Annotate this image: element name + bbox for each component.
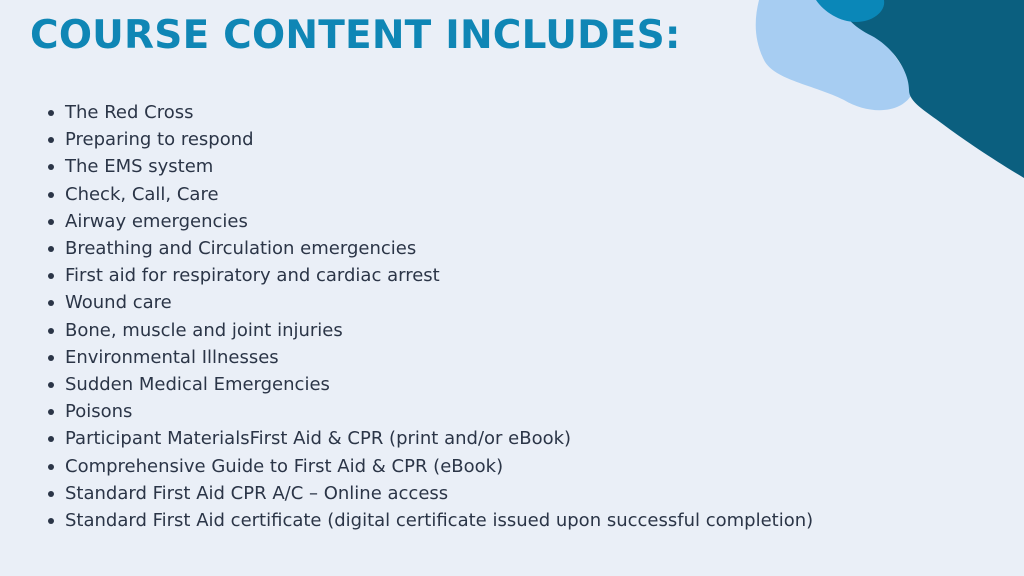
list-item: Bone, muscle and joint injuries xyxy=(46,317,813,344)
list-item: Wound care xyxy=(46,289,813,316)
list-item: Standard First Aid CPR A/C – Online access xyxy=(46,480,813,507)
list-item: Environmental Illnesses xyxy=(46,344,813,371)
list-item: Comprehensive Guide to First Aid & CPR (eBook) xyxy=(46,453,813,480)
list-item: The EMS system xyxy=(46,153,813,180)
list-item: Sudden Medical Emergencies xyxy=(46,371,813,398)
list-item: Check, Call, Care xyxy=(46,181,813,208)
list-item: Poisons xyxy=(46,398,813,425)
list-item: Breathing and Circulation emergencies xyxy=(46,235,813,262)
list-item: First aid for respiratory and cardiac arrest xyxy=(46,262,813,289)
list-item: Participant MaterialsFirst Aid & CPR (print and/or eBook) xyxy=(46,425,813,452)
course-content-list xyxy=(46,99,813,534)
list-item: Airway emergencies xyxy=(46,208,813,235)
list-item: Preparing to respond xyxy=(46,126,813,153)
list-item: Standard First Aid certificate (digital certificate issued upon successful completion) xyxy=(46,507,813,534)
page-title: COURSE CONTENT INCLUDES: xyxy=(30,13,681,58)
list-item: The Red Cross xyxy=(46,99,813,126)
